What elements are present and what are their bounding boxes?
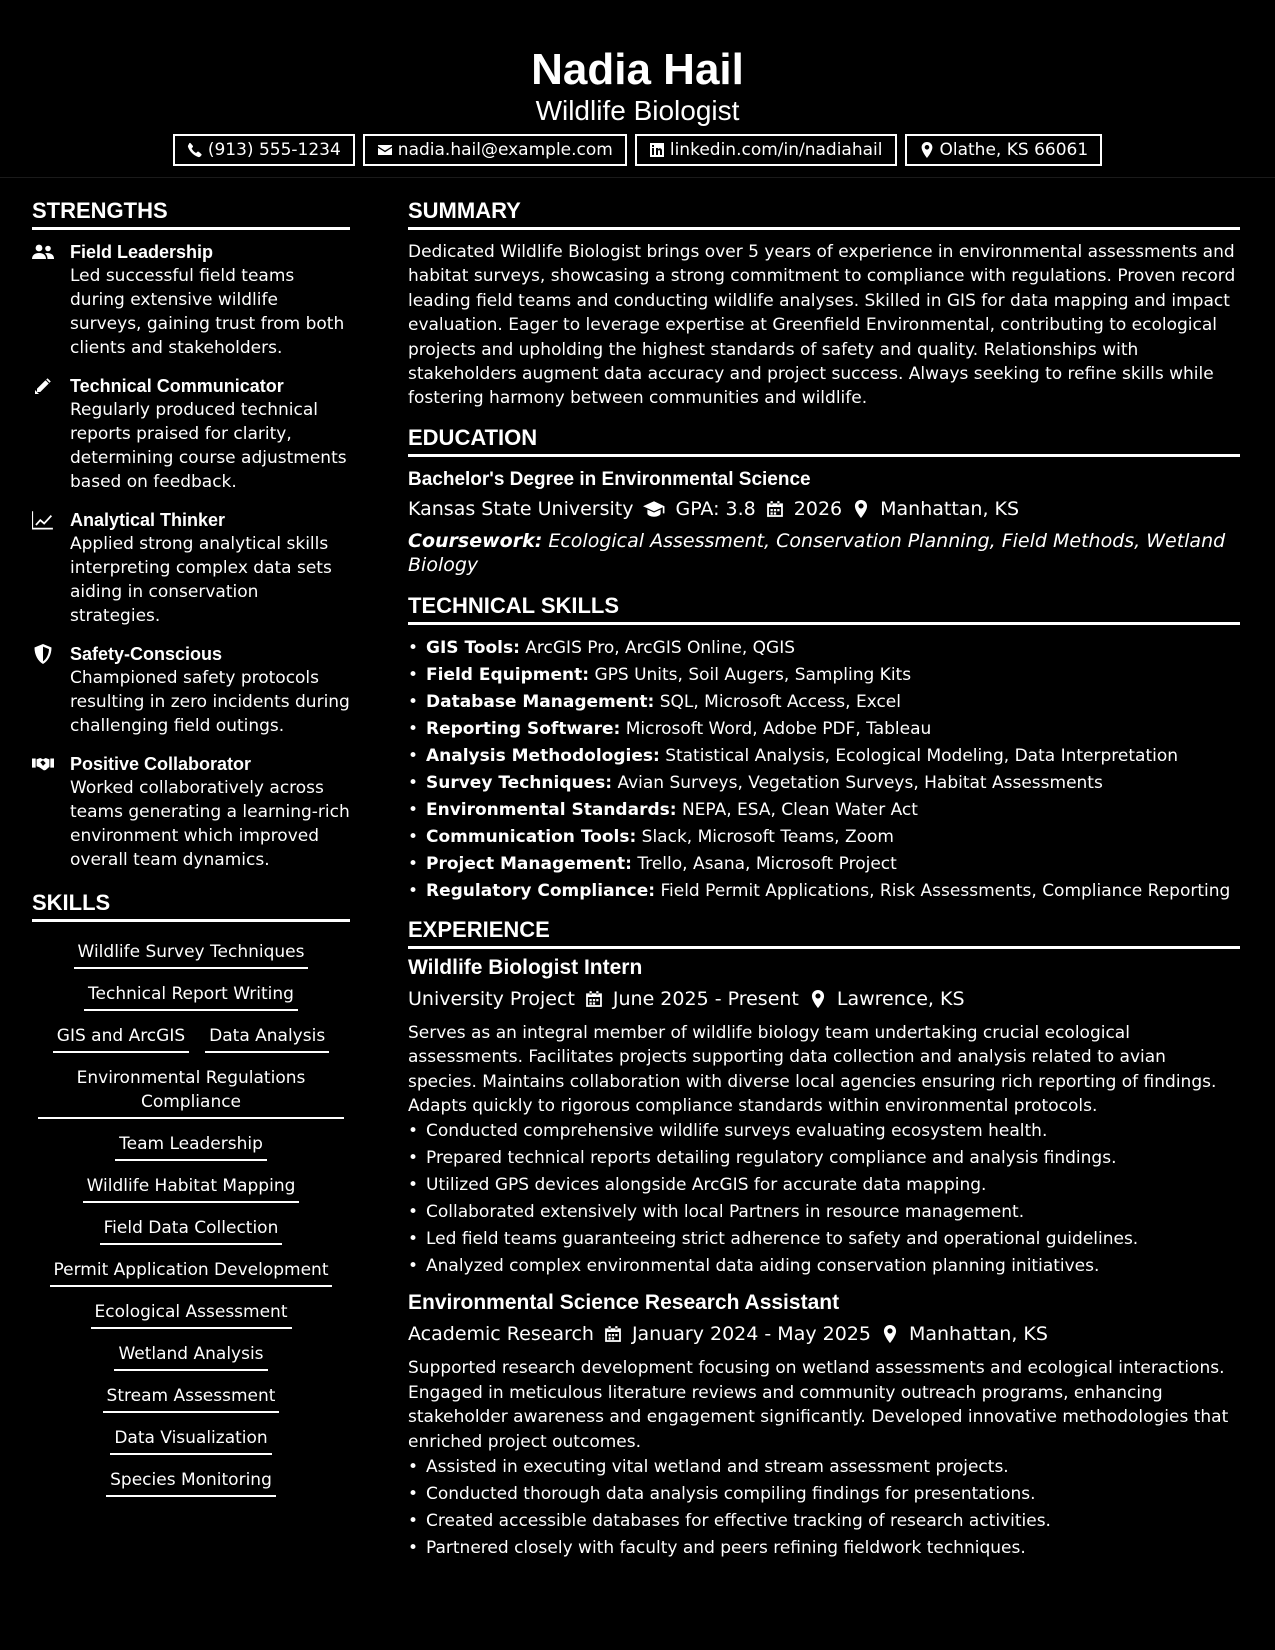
job-title: Wildlife Biologist Intern xyxy=(408,955,643,979)
graduation-cap-icon xyxy=(643,500,665,518)
job-meta xyxy=(408,1318,1240,1350)
users-icon xyxy=(32,242,54,262)
contact-linkedin[interactable] xyxy=(635,134,897,166)
phone-text: (913) 555-1234 xyxy=(207,140,341,160)
list-item: • Assisted in executing vital wetland and stream assessment projects. xyxy=(408,1454,1240,1481)
strength-title: Field Leadership xyxy=(70,242,214,262)
job-dates: January 2024 - May 2025 xyxy=(631,1323,871,1346)
strength-item xyxy=(32,642,350,738)
strength-desc: Regularly produced technical reports praised for clarity, determining course adjustments based on feedback. xyxy=(70,400,347,492)
job-org: Academic Research xyxy=(408,1323,594,1346)
contact-phone[interactable] xyxy=(173,134,355,166)
strength-desc: Worked collaboratively across teams generating a learning-rich environment which improved overall team dynamics. xyxy=(70,778,350,870)
list-item: • Partnered closely with faculty and peers refining fieldwork techniques. xyxy=(408,1535,1240,1562)
strength-desc: Led successful field teams during extensive wildlife surveys, gaining trust from both clients and stakeholders. xyxy=(70,266,345,358)
map-marker-icon xyxy=(852,500,870,518)
calendar-icon xyxy=(585,990,603,1008)
list-item: • Regulatory Compliance: Field Permit Applications, Risk Assessments, Compliance Reporting xyxy=(408,878,1240,905)
list-item: • Survey Techniques: Avian Surveys, Vegetation Surveys, Habitat Assessments xyxy=(408,770,1240,797)
resume-header xyxy=(0,0,1275,178)
coursework-label: Coursework: xyxy=(408,529,543,552)
list-item: • Utilized GPS devices alongside ArcGIS for accurate data mapping. xyxy=(408,1172,1240,1199)
linkedin-text: linkedin.com/in/nadiahail xyxy=(669,140,883,160)
strength-title: Analytical Thinker xyxy=(70,510,226,530)
email-text: nadia.hail@example.com xyxy=(397,140,613,160)
skill-tag: Wildlife Habitat Mapping xyxy=(83,1174,300,1203)
calendar-icon xyxy=(604,1325,622,1343)
job-title: Environmental Science Research Assistant xyxy=(408,1291,840,1315)
degree-title: Bachelor's Degree in Environmental Science xyxy=(408,468,811,490)
map-marker-icon xyxy=(881,1325,899,1343)
experience-heading: EXPERIENCE xyxy=(408,917,1240,949)
list-item: • Field Equipment: GPS Units, Soil Augers, Sampling Kits xyxy=(408,662,1240,689)
job-bullets xyxy=(408,1454,1240,1562)
education-meta xyxy=(408,493,1240,525)
list-item: • Communication Tools: Slack, Microsoft Teams, Zoom xyxy=(408,824,1240,851)
job-dates: June 2025 - Present xyxy=(612,987,799,1010)
strength-title: Safety-Conscious xyxy=(70,644,223,664)
chart-line-icon xyxy=(32,510,54,530)
list-item: • Environmental Standards: NEPA, ESA, Clean Water Act xyxy=(408,797,1240,824)
list-item: • Led field teams guaranteeing strict adherence to safety and operational guidelines. xyxy=(408,1226,1240,1253)
strength-title: Technical Communicator xyxy=(70,376,284,396)
skill-tag: Stream Assessment xyxy=(103,1384,280,1413)
list-item: • Created accessible databases for effective tracking of research activities. xyxy=(408,1508,1240,1535)
strength-item xyxy=(32,240,350,360)
skills-heading: SKILLS xyxy=(32,890,350,922)
graduation-year: 2026 xyxy=(793,497,843,520)
coursework-text: Ecological Assessment, Conservation Planning, Field Methods, Wetland Biology xyxy=(408,529,1226,576)
handshake-icon xyxy=(32,754,54,774)
skill-tag: Environmental Regulations Compliance xyxy=(38,1066,344,1119)
job-bullets xyxy=(408,1118,1240,1280)
strengths-heading: STRENGTHS xyxy=(32,198,350,230)
location-text: Olathe, KS 66061 xyxy=(939,140,1089,160)
map-marker-icon xyxy=(919,142,935,158)
job-org: University Project xyxy=(408,987,575,1010)
strength-item xyxy=(32,374,350,494)
pencil-icon xyxy=(32,376,54,396)
contact-bar xyxy=(0,134,1275,166)
shield-icon xyxy=(32,644,54,664)
contact-location[interactable] xyxy=(905,134,1103,166)
contact-email[interactable] xyxy=(363,134,627,166)
skill-tag: Data Analysis xyxy=(205,1024,329,1053)
strength-title: Positive Collaborator xyxy=(70,754,252,774)
skill-tag: Species Monitoring xyxy=(106,1468,276,1497)
summary-text: Dedicated Wildlife Biologist brings over 5 years of experience in environmental assessments and habitat surveys, showcasing a strong commitment to compliance with regulations. Proven record leading field teams and conducting wildlife analyses. Skilled in GIS for data mapping and impact evaluation. Eager to leverage expertise at Greenfield Environmental, contributing to ecological projects and upholding the highest standards of safety and quality. Relationships with stakeholders augment data accuracy and project success. Always seeking to refine skills while fostering harmony between communities and wildlife. xyxy=(408,242,1236,409)
technical-skills-heading: TECHNICAL SKILLS xyxy=(408,593,1240,625)
strength-desc: Championed safety protocols resulting in zero incidents during challenging field outings. xyxy=(70,668,350,736)
job-entry xyxy=(408,1288,1240,1562)
skill-tag: GIS and ArcGIS xyxy=(53,1024,189,1053)
job-description: Serves as an integral member of wildlife biology team undertaking crucial ecological assessments. Facilitates projects supporting data collection and analysis related to avian species. Maintains collaboration with diverse local agencies ensuring rich reporting of findings. Adapts quickly to rigorous compliance standards within environmental protocols. xyxy=(408,1022,1217,1117)
list-item: • Analysis Methodologies: Statistical Analysis, Ecological Modeling, Data Interpretation xyxy=(408,743,1240,770)
linkedin-icon xyxy=(649,142,665,158)
skill-tag: Ecological Assessment xyxy=(91,1300,292,1329)
list-item: • GIS Tools: ArcGIS Pro, ArcGIS Online, QGIS xyxy=(408,635,1240,662)
technical-skills-list xyxy=(408,635,1240,905)
map-marker-icon xyxy=(809,990,827,1008)
job-location: Lawrence, KS xyxy=(836,987,965,1010)
school-location: Manhattan, KS xyxy=(880,497,1020,520)
skill-tag: Field Data Collection xyxy=(100,1216,283,1245)
skills-list xyxy=(32,932,350,1497)
left-column xyxy=(32,198,350,1497)
envelope-icon xyxy=(377,142,393,158)
skill-tag: Permit Application Development xyxy=(50,1258,333,1287)
list-item: • Database Management: SQL, Microsoft Access, Excel xyxy=(408,689,1240,716)
skill-tag: Wetland Analysis xyxy=(114,1342,267,1371)
list-item: • Reporting Software: Microsoft Word, Adobe PDF, Tableau xyxy=(408,716,1240,743)
school-name: Kansas State University xyxy=(408,497,634,520)
right-column xyxy=(408,198,1240,1562)
list-item: • Conducted thorough data analysis compiling findings for presentations. xyxy=(408,1481,1240,1508)
list-item: • Prepared technical reports detailing regulatory compliance and analysis findings. xyxy=(408,1145,1240,1172)
job-meta xyxy=(408,983,1240,1015)
skill-tag: Data Visualization xyxy=(110,1426,271,1455)
job-location: Manhattan, KS xyxy=(908,1323,1048,1346)
strength-item xyxy=(32,752,350,872)
skill-tag: Wildlife Survey Techniques xyxy=(74,940,309,969)
job-description: Supported research development focusing on wetland assessments and ecological interactions. Engaged in meticulous literature reviews and community outreach programs, enhancing stakeholder awareness and engagement significantly. Developed innovative methodologies that enriched project outcomes. xyxy=(408,1358,1229,1452)
candidate-title: Wildlife Biologist xyxy=(535,95,740,126)
strength-item xyxy=(32,508,350,628)
education-heading: EDUCATION xyxy=(408,425,1240,457)
list-item: • Project Management: Trello, Asana, Microsoft Project xyxy=(408,851,1240,878)
skill-tag: Team Leadership xyxy=(115,1132,267,1161)
list-item: • Conducted comprehensive wildlife surveys evaluating ecosystem health. xyxy=(408,1118,1240,1145)
candidate-name: Nadia Hail xyxy=(531,45,744,94)
calendar-icon xyxy=(766,500,784,518)
list-item: • Analyzed complex environmental data aiding conservation planning initiatives. xyxy=(408,1253,1240,1280)
summary-heading: SUMMARY xyxy=(408,198,1240,230)
coursework xyxy=(408,529,1240,577)
job-entry xyxy=(408,953,1240,1281)
skill-tag: Technical Report Writing xyxy=(84,982,298,1011)
list-item: • Collaborated extensively with local Partners in resource management. xyxy=(408,1199,1240,1226)
gpa-text: GPA: 3.8 xyxy=(675,497,756,520)
strength-desc: Applied strong analytical skills interpreting complex data sets aiding in conservation strategies. xyxy=(70,534,332,626)
phone-icon xyxy=(187,142,203,158)
